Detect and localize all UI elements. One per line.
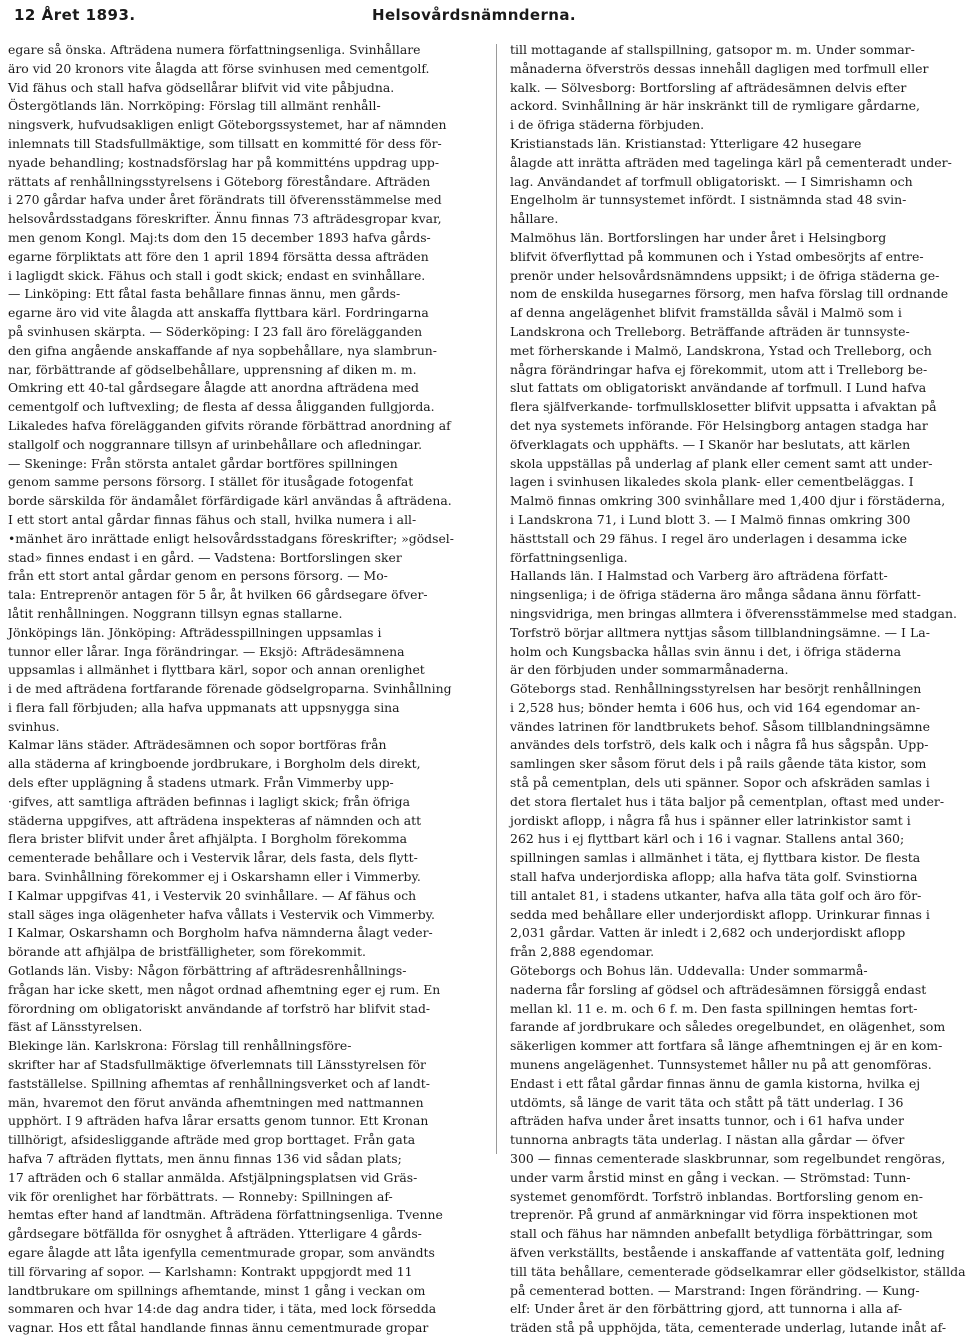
text-line: upphört. I 9 afträden hafva lårar ersatts genom tunnor. Ett Kronan: [8, 1113, 429, 1129]
text-line: till täta behållare, cementerade gödselkamrar eller gödselkistor, ställda: [510, 1263, 966, 1279]
text-line: genom samme persons försorg. I stället för itusågade fotogenfat: [8, 474, 414, 490]
text-line: ackord. Svinhållning är här inskränkt till de rymligare gårdarne,: [510, 98, 920, 114]
text-line: författningsenliga.: [510, 549, 628, 565]
text-line: Landskrona och Trelleborg. Beträffande afträden är tunnsyste-: [510, 323, 910, 339]
text-line: Malmö finnas omkring 300 svinhållare med 1,400 djur i förstäderna,: [510, 493, 946, 509]
text-line: Jönköpings län. Jönköping: Afträdesspillningen uppsamlas i: [8, 624, 382, 640]
text-line: inlemnats till Stadsfullmäktige, som tillsatt en kommitté för dess för-: [8, 135, 442, 151]
text-line: gårdsegare bötfällda för osnyghet å afträden. Ytterligare 4 gårds-: [8, 1226, 422, 1242]
text-line: fastställelse. Spillning afhemtas af renhållningsverket och af landt-: [8, 1075, 430, 1091]
text-line: i de öfriga städerna förbjuden.: [510, 117, 705, 133]
text-line: Vid fähus och stall hafva gödsellårar blifvit vid vite påbjudna.: [8, 79, 395, 95]
text-line: under varm årstid minst en gång i veckan. — Strömstad: Tunn-: [510, 1169, 911, 1185]
text-line: hästtstall och 29 fähus. I regel äro underlagen i desamma icke: [510, 530, 908, 546]
text-line: alla städerna af kringboende jordbrukare, i Borgholm dels direkt,: [8, 756, 421, 772]
text-line: användes dels torfströ, dels kalk och i några få hus sågspån. Upp-: [510, 737, 929, 753]
text-line: landtbrukare om spillnings afhemtande, minst 1 gång i veckan om: [8, 1282, 426, 1298]
text-line: i 2,528 hus; bönder hemta i 606 hus, och vid 164 egendomar an-: [510, 699, 921, 715]
text-line: slut fattats om obligatoriskt användande af torfmull. I Lund hafva: [510, 380, 927, 396]
text-line: i de med afträdena fortfarande förenade gödselgroparna. Svinhållning: [8, 681, 452, 697]
text-line: munens angelägenhet. Tunnsystemet håller nu på att genomföras.: [510, 1057, 932, 1073]
text-line: stå på cementplan, dels uti spänner. Sopor och afskräden samlas i: [510, 775, 930, 791]
text-line: dels efter upplägning å stadens utmark. Från Vimmerby upp-: [8, 775, 394, 791]
right-column: [510, 41, 966, 1336]
text-line: af denna angelägenhet blifvit framställda såväl i Malmö som i: [510, 305, 902, 321]
text-line: — Skeninge: Från största antalet gårdar bortföres spillningen: [8, 455, 398, 471]
text-line: Kalmar läns städer. Afträdesämnen och sopor bortföras från: [8, 737, 387, 753]
text-line: lagen i svinhusen likaledes skola plank- eller cementbeläggas. I: [510, 474, 914, 490]
text-line: tunnorna anbragts täta underlag. I nästan alla gårdar — öfver: [510, 1132, 905, 1148]
text-line: några förändringar hafva ej förekommit, utom att i Trelleborg be-: [510, 361, 928, 377]
text-line: öfverklagats och upphäfts. — I Skanör har beslutats, att kärlen: [510, 436, 911, 452]
text-line: I ett stort antal gårdar finnas fähus och stall, hvilka numera i all-: [8, 511, 417, 527]
text-line: från ett stort antal gårdar genom en persons försorg. — Mo-: [8, 568, 388, 584]
text-line: mellan kl. 11 e. m. och 6 f. m. Den fasta spillningen hemtas fort-: [510, 1000, 918, 1016]
text-line: äfven verkställts, bestående i anskaffande af vattentäta golf, ledning: [510, 1245, 945, 1260]
text-line: samlingen sker såsom förut dels i på rails gående täta kistor, som: [510, 756, 927, 772]
text-line: Göteborgs och Bohus län. Uddevalla: Under sommarmå-: [510, 963, 868, 979]
text-line: uppsamlas i allmänhet i flyttbara kärl, sopor och annan orenlighet: [8, 662, 425, 678]
text-line: på svinhusen skärpta. — Söderköping: I 23 fall äro förelägganden: [8, 323, 423, 339]
text-line: tala: Entreprenör antagen för 5 år, åt hvilken 66 gårdsegare öfver-: [8, 587, 428, 603]
text-line: frågan har icke skett, men något ordnad afhemtning eger ej rum. En: [8, 981, 441, 997]
text-line: Torfströ börjar alltmera nyttjas såsom tillblandningsämne. — I La-: [510, 624, 930, 640]
text-line: till förvaring af sopor. — Karlshamn: Kontrakt uppgjordt med 11: [8, 1263, 413, 1279]
text-line: skola uppställas på underlag af plank eller cement samt att under-: [510, 455, 933, 471]
text-line: elf: Under året är den förbättring gjord, att tunnorna i alla af-: [510, 1301, 903, 1317]
text-line: ningsverk, hufvudsakligen enligt Göteborgssystemet, har af nämnden: [8, 117, 447, 133]
text-line: Gotlands län. Visby: Någon förbättring af afträdesrenhållnings-: [8, 963, 407, 979]
text-line: tunnor eller lårar. Inga förändringar. — Eksjö: Afträdesämnena: [8, 643, 405, 659]
text-line: Likaledes hafva förelägganden gifvits rörande förbättrad anordning af: [8, 417, 451, 433]
text-line: sedda med behållare eller underjordiskt aflopp. Urinkurar finnas i: [510, 906, 930, 922]
text-line: ·gifves, att samtliga afträden befinnas i lagligt skick; från öfriga: [8, 793, 410, 809]
text-line: det nya systemets införande. För Helsingborg antagen stadga har: [510, 417, 928, 433]
text-line: män, hvaremot den förut använda afhemtningen med nattmannen: [8, 1094, 424, 1110]
text-line: till mottagande af stallspillning, gatsopor m. m. Under sommar-: [510, 42, 915, 57]
text-line: sommaren och hvar 14:de dag andra tider, i täta, med lock försedda: [8, 1301, 437, 1317]
text-line: blifvit öfverflyttad på kommunen och i Ystad ombesörjts af entre-: [510, 248, 924, 264]
text-line: låtit renhållningen. Noggrann tillsyn egnas stallarne.: [8, 605, 343, 621]
text-line: hafva 7 afträden flyttats, men ännu finnas 136 vid sådan plats;: [8, 1151, 402, 1167]
text-line: flera själfverkande- torfmullsklosetter blifvit uppsatta i afvaktan på: [510, 399, 937, 415]
text-line: ningsenliga; i de öfriga städerna äro många sådana ännu författ-: [510, 587, 921, 603]
text-line: hemtas efter hand af landtmän. Afträdena författningsenliga. Tvenne: [8, 1207, 443, 1223]
text-line: 300 — finnas cementerade slaskbrunnar, som regelbundet rengöras,: [510, 1151, 946, 1167]
text-line: egarne äro vid vite ålagda att anskaffa flyttbara kärl. Fordringarna: [8, 305, 429, 321]
text-line: stallgolf och noggrannare tillsyn af urinbehållare och afledningar.: [8, 436, 423, 452]
text-line: farande af jordbrukare och således oregelbundet, en olägenhet, som: [510, 1019, 946, 1035]
text-line: stall säges inga olägenheter hafva vållats i Vestervik och Vimmerby.: [8, 906, 435, 922]
text-line: vändes latrinen för landtbrukets behof. Såsom tillblandningsämne: [510, 718, 930, 734]
text-line: 2,031 gårdar. Vatten är inledt i 2,682 och underjordiskt aflopp: [510, 925, 906, 941]
page-number-year: 12 Året 1893.: [14, 6, 136, 24]
text-line: fäst af Länsstyrelsen.: [8, 1019, 143, 1035]
text-line: svinhus.: [8, 718, 60, 734]
text-line: flera brister blifvit under året afhjälpta. I Borgholm förekomma: [8, 831, 407, 847]
text-line: prenör under helsovårdsnämndens uppsikt; i de öfriga städerna ge-: [510, 267, 940, 283]
text-line: säkerligen kommer att fortfara så länge afhemtningen ej är en kom-: [510, 1038, 943, 1054]
text-line: Östergötlands län. Norrköping: Förslag till allmänt renhåll-: [8, 98, 381, 114]
text-line: i 270 gårdar hafva under året förändrats till öfverensstämmelse med: [8, 192, 442, 208]
text-line: från 2,888 egendomar.: [510, 944, 655, 960]
text-line: Hallands län. I Halmstad och Varberg äro afträdena författ-: [510, 568, 888, 584]
text-line: tillhörigt, afsidesliggande afträde med grop borttaget. Från gata: [8, 1132, 416, 1148]
text-line: — Linköping: Ett fåtal fasta behållare finnas ännu, men gårds-: [8, 286, 401, 302]
text-line: borde särskilda för ändamålet förfärdigade kärl användas å afträdena.: [8, 493, 452, 509]
text-line: •mänhet äro inrättade enligt helsovårdsstadgans föreskrifter; »gödsel-: [8, 530, 454, 546]
text-line: I Kalmar uppgifvas 41, i Vestervik 20 svinhållare. — Af fähus och: [8, 887, 417, 903]
text-line: i Landskrona 71, i Lund blott 3. — I Malmö finnas omkring 300: [510, 511, 911, 527]
text-line: träden stå på upphöjda, täta, cementerade underlag, lutande inåt af-: [510, 1320, 947, 1336]
text-line: Engelholm är tunnsystemet infördt. I sistnämnda stad 48 svin-: [510, 192, 907, 208]
text-line: Endast i ett fåtal gårdar finnas ännu de gamla kistorna, hvilka ej: [510, 1075, 921, 1091]
page-header: [0, 0, 960, 34]
text-line: helsovårdsstadgans föreskrifter. Ännu finnas 73 afträdesgropar kvar,: [8, 211, 442, 227]
text-line: stall hafva underjordiska aflopp; alla hafva täta golf. Svinstiorna: [510, 869, 918, 885]
text-line: är den förbjuden under sommarmånaderna.: [510, 662, 789, 678]
text-line: rättats af renhållningsstyrelsens i Göteborg föreståndare. Afträden: [8, 173, 431, 189]
text-line: ålagde att inrätta afträden med tagelinga kärl på cementeradt under-: [510, 154, 952, 170]
text-line: Omkring ett 40-tal gårdsegare ålagde att anordna afträdena med: [8, 380, 419, 396]
text-line: förordning om obligatoriskt användande af torfströ har blifvit stad-: [8, 1000, 431, 1016]
text-line: cementerade behållare och i Vestervik lårar, dels fasta, dels flytt-: [8, 850, 418, 866]
text-line: 262 hus i ej flyttbart kärl och i 16 i vagnar. Stallens antal 360;: [510, 831, 905, 847]
text-line: månaderna öfverströs dessas innehåll dagligen med torfmull eller: [510, 60, 929, 76]
text-line: ningsvidriga, men bringas allmtera i öfverensstämmelse med stadgan.: [510, 605, 958, 621]
text-line: Göteborgs stad. Renhållningsstyrelsen har besörjt renhållningen: [510, 681, 922, 697]
text-line: i flera fall förbjuden; alla hafva uppmanats att uppsnygga sina: [8, 699, 400, 715]
text-line: skrifter har af Stadsfullmäktige öfverlemnats till Länsstyrelsen för: [8, 1057, 426, 1073]
text-line: nyade behandling; kostnadsförslag har på kommitténs uppdrag upp-: [8, 154, 440, 170]
text-line: jordiskt aflopp, i några få hus i spänner eller latrinkistor samt i: [510, 812, 911, 828]
text-line: äro vid 20 kronors vite ålagda att förse svinhusen med cementgolf.: [8, 60, 430, 76]
text-line: systemet genomfördt. Torfströ inblandas. Bortforsling genom en-: [510, 1188, 924, 1204]
text-line: utdömts, så länge de varit täta och stått på tätt underlag. I 36: [510, 1094, 904, 1110]
text-line: met förherskande i Malmö, Landskrona, Ystad och Trelleborg, och: [510, 342, 932, 358]
text-line: kalk. — Sölvesborg: Bortforsling af afträdesämnen delvis efter: [510, 79, 907, 95]
text-line: det stora flertalet hus i täta baljor på cementplan, oftast med under-: [510, 793, 945, 809]
text-line: i lagligdt skick. Fähus och stall i godt skick; endast en svinhållare.: [8, 267, 426, 283]
text-line: lag. Användandet af torfmull obligatoriskt. — I Simrishamn och: [510, 173, 913, 189]
left-column: [8, 41, 488, 1336]
text-line: stall och fähus har nämnden anbefallt betydliga förbättringar, som: [510, 1226, 933, 1242]
running-title: Helsovårdsnämnderna.: [372, 6, 576, 24]
column-divider: [496, 44, 497, 1154]
text-line: hållare.: [510, 211, 559, 227]
text-line: Kristianstads län. Kristianstad: Ytterligare 42 husegare: [510, 135, 862, 151]
text-line: egarne förpliktats att före den 1 april 1894 försätta dessa afträden: [8, 248, 429, 264]
text-line: vik för orenlighet har förbättrats. — Ronneby: Spillningen af-: [8, 1188, 393, 1204]
text-line: I Kalmar, Oskarshamn och Borgholm hafva nämnderna ålagt veder-: [8, 925, 433, 941]
text-line: cementgolf och luftvexling; de flesta af dessa åligganden fullgjorda.: [8, 399, 435, 415]
text-line: nom de enskilda husegarnes försorg, men hafva förslag till ordnande: [510, 286, 949, 302]
text-line: holm och Kungsbacka hållas svin ännu i det, i öfriga städerna: [510, 643, 902, 659]
text-line: 17 afträden och 6 stallar anmälda. Afstjälpningsplatsen vid Gräs-: [8, 1169, 418, 1185]
text-line: egare så önska. Afträdena numera författningsenliga. Svinhållare: [8, 42, 421, 57]
text-line: afträden hafva under året insatts tunnor, och i 61 hafva under: [510, 1113, 904, 1129]
text-line: men genom Kongl. Maj:ts dom den 15 december 1893 hafva gårds-: [8, 229, 431, 245]
text-line: vagnar. Hos ett fåtal handlande finnas ännu cementmurade gropar: [8, 1320, 429, 1336]
text-line: städerna uppgifves, att afträdena inspekteras af nämnden och att: [8, 812, 422, 828]
text-line: den gifna angående anskaffande af nya sopbehållare, nya slambrun-: [8, 342, 437, 358]
text-line: Blekinge län. Karlskrona: Förslag till renhållningsföre-: [8, 1038, 352, 1054]
text-line: nar, förbättrande af gödselbehållare, upprensning af diken m. m.: [8, 361, 417, 377]
text-line: stad» finnes endast i en gård. — Vadstena: Bortforslingen sker: [8, 549, 402, 565]
text-line: till antalet 81, i stadens utkanter, hafva alla täta golf och äro för-: [510, 887, 922, 903]
text-line: bara. Svinhållning förekommer ej i Oskarshamn eller i Vimmerby.: [8, 869, 421, 885]
text-line: naderna får forsling af gödsel och afträdesämnen försiggå endast: [510, 981, 927, 997]
text-line: egare ålagde att låta igenfylla cementmurade gropar, som användts: [8, 1245, 435, 1260]
text-line: Malmöhus län. Bortforslingen har under året i Helsingborg: [510, 229, 887, 245]
text-line: på cementerad botten. — Marstrand: Ingen förändring. — Kung-: [510, 1282, 920, 1298]
text-line: börande att afhjälpa de bristfälligheter, som förekommit.: [8, 944, 366, 960]
text-line: treprenör. På grund af anmärkningar vid förra inspektionen mot: [510, 1207, 918, 1223]
text-line: spillningen samlas i allmänhet i täta, ej flyttbara kistor. De flesta: [510, 850, 921, 866]
